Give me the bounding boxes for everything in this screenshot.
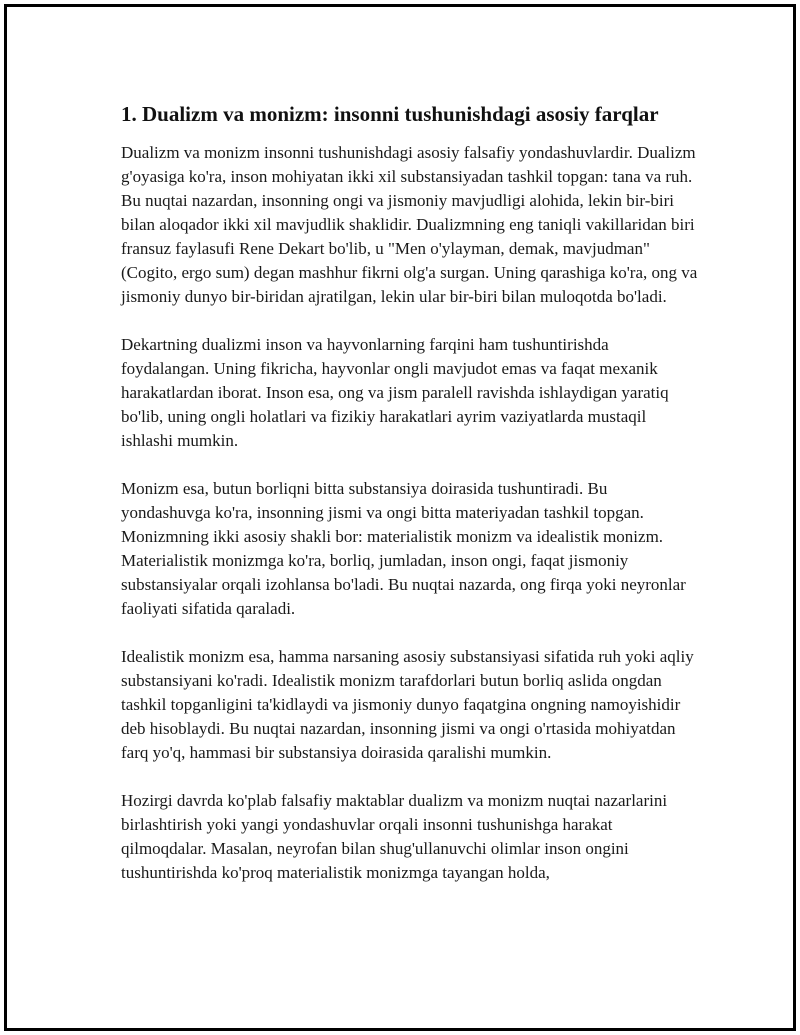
paragraph-descartes-animals: Dekartning dualizmi inson va hayvonlarning farqini ham tushuntirishda foydalangan. Uning fikricha, hayvonlar ongli mavjudot emas va faqat mexanik harakatlardan iborat. Inson esa, ong va jism paralell ravishda ishlaydigan yaratiq bo'lib, uning ongli holatlari va fizikiy harakatlari ayrim vaziyatlarda mustaqil ishlashi mumkin. xyxy=(121,335,669,450)
paragraph-modern-approaches: Hozirgi davrda ko'plab falsafiy maktablar dualizm va monizm nuqtai nazarlarini birlashtirish yoki yangi yondashuvlar orqali insonni tushunishga harakat qilmoqdalar. Masalan, neyrofan bilan shug'ullanuvchi olimlar inson ongini tushuntirishda ko'proq materialistik monizmga tayangan holda, xyxy=(121,791,668,882)
section-heading: 1. Dualizm va monizm: insonni tushunishdagi asosiy farqlar xyxy=(121,102,659,126)
document-body xyxy=(121,101,701,909)
paragraph-dualism-intro: Dualizm va monizm insonni tushunishdagi asosiy falsafiy yondashuvlardir. Dualizm g'oyasiga ko'ra, inson mohiyatan ikki xil substansiyadan tashkil topgan: tana va ruh. Bu nuqtai nazardan, insonning ongi va jismoniy mavjudligi alohida, lekin bir-biri bilan aloqador ikki xil mavjudlik shaklidir. Dualizmning eng taniqli vakillaridan biri fransuz faylasufi Rene Dekart bo'lib, u "Men o'ylayman, demak, mavjudman" (Cogito, ergo sum) degan mashhur fikrni olg'a surgan. Uning qarashiga ko'ra, ong va jismoniy dunyo bir-biridan ajratilgan, lekin ular bir-biri bilan muloqotda bo'ladi. xyxy=(121,143,698,306)
page-frame xyxy=(4,4,796,1031)
paragraph-idealistic-monism: Idealistik monizm esa, hamma narsaning asosiy substansiyasi sifatida ruh yoki aqliy substansiyani ko'radi. Idealistik monizm tarafdorlari butun borliq aslida ongdan tashkil topganligini ta'kidlaydi va jismoniy dunyo faqatgina ongning namoyishidir deb hisoblaydi. Bu nuqtai nazardan, insonning jismi va ongi o'rtasida mohiyatdan farq yo'q, hammasi bir substansiya doirasida qaralishi mumkin. xyxy=(121,647,694,762)
paragraph-monism: Monizm esa, butun borliqni bitta substansiya doirasida tushuntiradi. Bu yondashuvga ko'ra, insonning jismi va ongi bitta materiyadan tashkil topgan. Monizmning ikki asosiy shakli bor: materialistik monizm va idealistik monizm. Materialistik monizmga ko'ra, borliq, jumladan, inson ongi, faqat jismoniy substansiyalar orqali izohlansa bo'ladi. Bu nuqtai nazarda, ong firqa yoki neyronlar faoliyati sifatida qaraladi. xyxy=(121,479,686,618)
